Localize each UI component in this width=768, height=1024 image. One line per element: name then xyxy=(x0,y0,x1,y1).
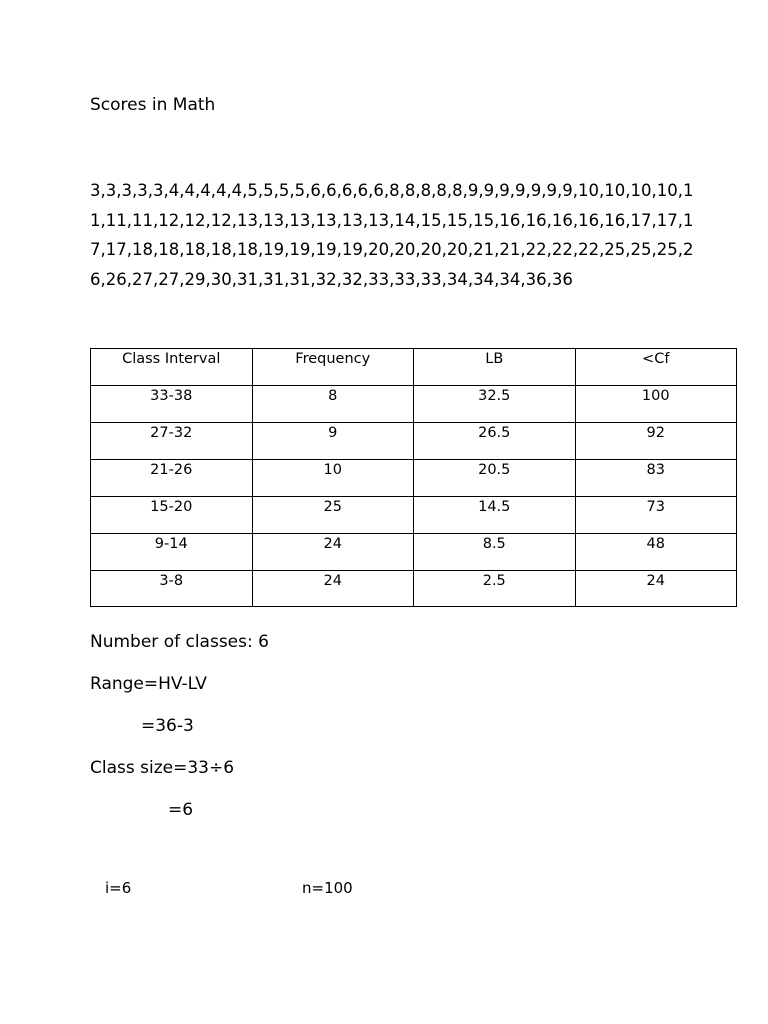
cell-lower-boundary: 20.5 xyxy=(414,460,576,497)
range-formula: Range=HV-LV xyxy=(90,674,207,694)
range-computation: =36-3 xyxy=(141,716,194,736)
cell-class-interval: 15-20 xyxy=(91,497,253,534)
cell-frequency: 24 xyxy=(252,571,414,607)
table-row xyxy=(91,497,737,534)
cell-frequency: 10 xyxy=(252,460,414,497)
header-class-interval: Class Interval xyxy=(91,349,253,386)
table-row xyxy=(91,423,737,460)
cell-frequency: 25 xyxy=(252,497,414,534)
table-header-row xyxy=(91,349,737,386)
cell-cumulative-frequency: 100 xyxy=(575,386,737,423)
cell-lower-boundary: 32.5 xyxy=(414,386,576,423)
cell-frequency: 24 xyxy=(252,534,414,571)
number-of-classes: Number of classes: 6 xyxy=(90,632,269,652)
frequency-table xyxy=(90,348,737,607)
cell-class-interval: 9-14 xyxy=(91,534,253,571)
cell-lower-boundary: 2.5 xyxy=(414,571,576,607)
cell-cumulative-frequency: 83 xyxy=(575,460,737,497)
cell-cumulative-frequency: 92 xyxy=(575,423,737,460)
cell-frequency: 8 xyxy=(252,386,414,423)
cell-class-interval: 3-8 xyxy=(91,571,253,607)
table-row xyxy=(91,571,737,607)
data-line: 1,11,11,12,12,12,13,13,13,13,13,13,14,15,15,15,16,16,16,16,16,17,17,1 xyxy=(90,210,694,230)
class-size-result: =6 xyxy=(168,800,194,820)
interval-size-value: i=6 xyxy=(105,879,132,897)
document-title: Scores in Math xyxy=(90,95,216,115)
cell-lower-boundary: 8.5 xyxy=(414,534,576,571)
cell-class-interval: 27-32 xyxy=(91,423,253,460)
table-row xyxy=(91,460,737,497)
cell-lower-boundary: 14.5 xyxy=(414,497,576,534)
data-line: 3,3,3,3,3,4,4,4,4,4,5,5,5,5,6,6,6,6,6,8,8,8,8,8,9,9,9,9,9,9,9,10,10,10,10,1 xyxy=(90,181,694,200)
data-line: 6,26,27,27,29,30,31,31,31,32,32,33,33,33,34,34,34,36,36 xyxy=(90,269,573,289)
table-row xyxy=(91,386,737,423)
cell-frequency: 9 xyxy=(252,423,414,460)
cell-lower-boundary: 26.5 xyxy=(414,423,576,460)
header-cumulative-frequency: <Cf xyxy=(575,349,737,386)
cell-cumulative-frequency: 48 xyxy=(575,534,737,571)
cell-class-interval: 33-38 xyxy=(91,386,253,423)
cell-class-interval: 21-26 xyxy=(91,460,253,497)
sample-size-value: n=100 xyxy=(302,879,353,897)
cell-cumulative-frequency: 73 xyxy=(575,497,737,534)
data-line: 7,17,18,18,18,18,18,19,19,19,19,20,20,20,20,21,21,22,22,22,25,25,25,2 xyxy=(90,240,694,259)
raw-scores-data xyxy=(90,176,694,294)
header-lower-boundary: LB xyxy=(414,349,576,386)
table-row xyxy=(91,534,737,571)
class-size-formula: Class size=33÷6 xyxy=(90,758,235,778)
cell-cumulative-frequency: 24 xyxy=(575,571,737,607)
header-frequency: Frequency xyxy=(252,349,414,386)
